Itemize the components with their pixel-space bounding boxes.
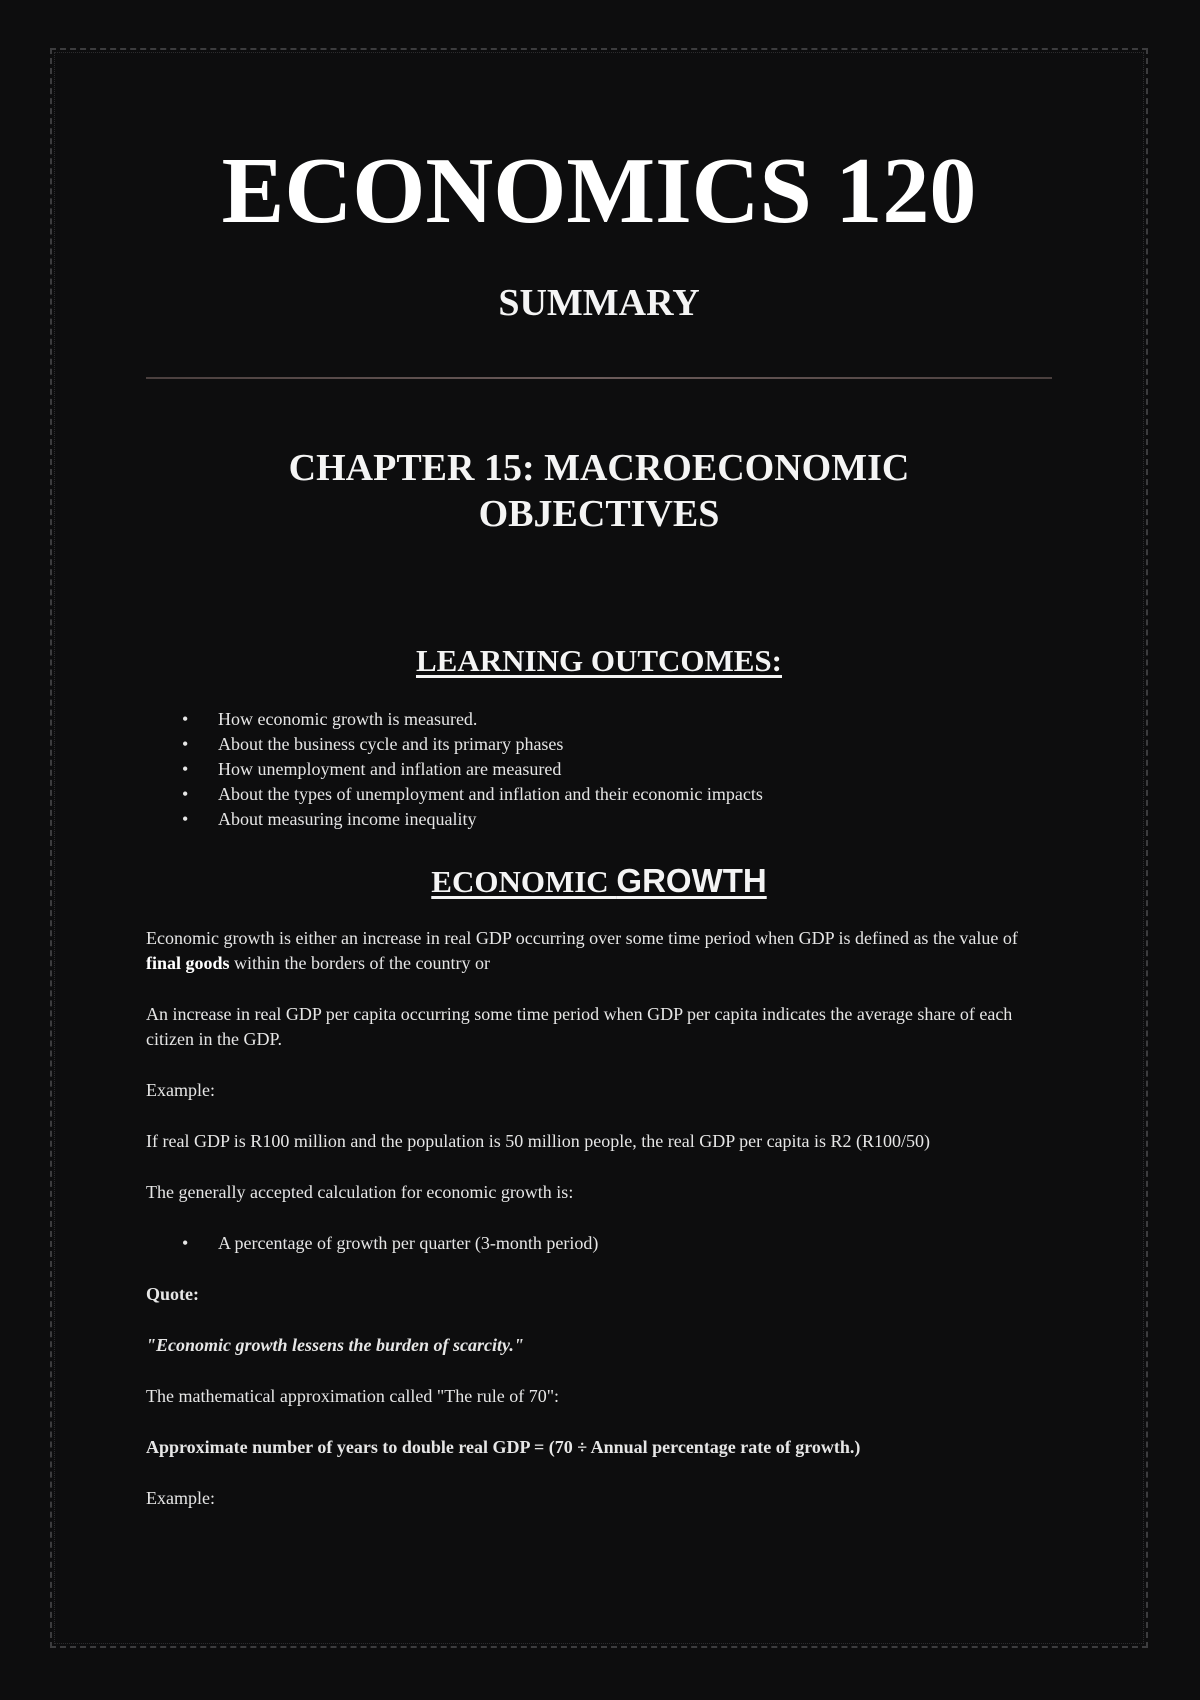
list-item: • How economic growth is measured. <box>146 707 1052 732</box>
document-title: ECONOMICS 120 <box>221 139 977 243</box>
quote-label: Quote: <box>146 1284 199 1305</box>
economic-growth-heading <box>146 862 1052 900</box>
growth-definition-text-start: Economic growth is either an increase in real GDP occurring over some time period when GDP is defined as the value of <box>146 928 1018 949</box>
document-subtitle: SUMMARY <box>498 282 700 325</box>
rule-of-70-formula: Approximate number of years to double real GDP = (70 ÷ Annual percentage rate of growth.) <box>146 1437 861 1458</box>
example-label: Example: <box>146 1080 215 1101</box>
document-content <box>146 140 1052 1511</box>
calculation-intro: The generally accepted calculation for economic growth is: <box>146 1182 574 1203</box>
list-item: • A percentage of growth per quarter (3-month period) <box>146 1231 1052 1256</box>
growth-definition-text-end: within the borders of the country or <box>229 953 490 974</box>
chapter-title-line1: CHAPTER 15: MACROECONOMIC <box>288 447 910 490</box>
final-goods-term: final goods <box>146 953 230 974</box>
list-item: • About the business cycle and its primary phases <box>146 732 1052 757</box>
gdp-per-capita-paragraph: An increase in real GDP per capita occurring some time period when GDP per capita indicates the average share of each citizen in the GDP. <box>146 1004 1013 1050</box>
list-item: • About measuring income inequality <box>146 807 1052 832</box>
list-item: • How unemployment and inflation are measured <box>146 757 1052 782</box>
learning-outcomes-heading: LEARNING OUTCOMES: <box>415 643 782 679</box>
economic-growth-heading-part1: ECONOMIC <box>431 864 617 900</box>
list-item: • About the types of unemployment and inflation and their economic impacts <box>146 782 1052 807</box>
horizontal-divider <box>146 377 1052 379</box>
growth-definition-paragraph <box>146 926 1052 976</box>
example-label-2: Example: <box>146 1488 215 1509</box>
chapter-title-line2: OBJECTIVES <box>478 493 720 536</box>
chapter-title <box>146 445 1052 537</box>
example-text: If real GDP is R100 million and the population is 50 million people, the real GDP per capita is R2 (R100/50) <box>146 1131 931 1152</box>
quote-text: "Economic growth lessens the burden of scarcity." <box>146 1335 524 1356</box>
calculation-list <box>146 1231 1052 1256</box>
learning-outcomes-list <box>146 707 1052 832</box>
economic-growth-heading-part2: GROWTH <box>616 862 767 900</box>
rule-of-70-intro: The mathematical approximation called "The rule of 70": <box>146 1386 560 1407</box>
